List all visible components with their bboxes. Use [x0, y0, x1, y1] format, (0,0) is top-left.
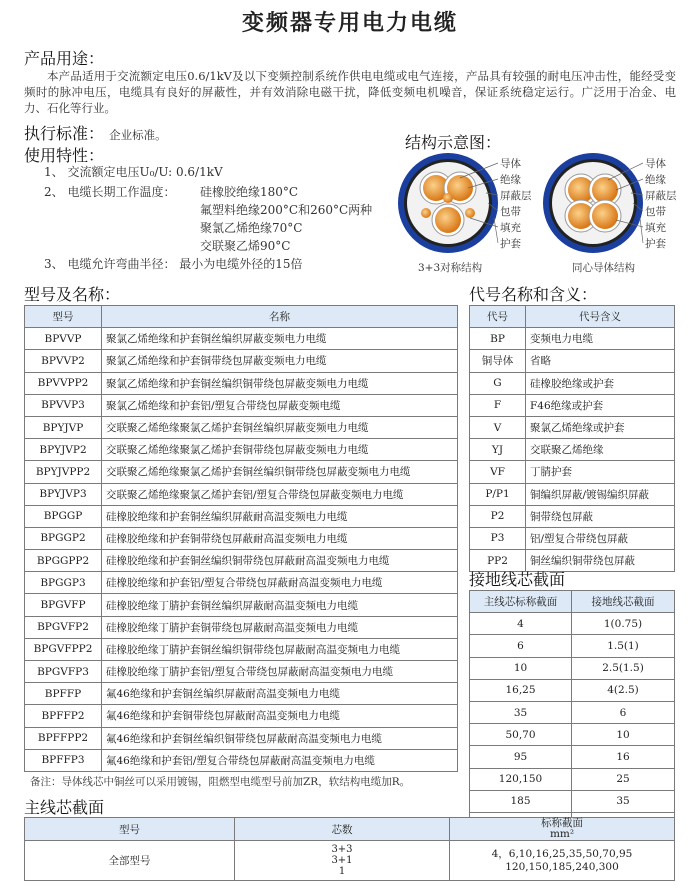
- codes-row: [470, 372, 675, 394]
- models-cell-value: 聚氯乙烯绝缘和护套铝/塑复合带绕包屏蔽变频电缆: [102, 394, 458, 416]
- structure-heading: 结构示意图：: [405, 133, 502, 152]
- models-cell-value: 硅橡胶绝缘和护套铝/塑复合带绕包屏蔽耐高温变频电力电缆: [102, 572, 458, 594]
- ground-cell-value: 4(2.5): [572, 679, 675, 701]
- char-item-3: 3、 电缆允许弯曲半径： 最小为电缆外径的15倍: [44, 257, 303, 271]
- main-core-header-section-unit: mm²: [549, 828, 575, 840]
- codes-cell-value: 交联聚乙烯绝缘: [526, 439, 675, 461]
- codes-row: [470, 461, 675, 483]
- usage-text: 本产品适用于交流额定电压0.6/1kV及以下变频控制系统作供电电缆或电气连接，产品具有较强的耐电压冲击性，能经受变频时的脉冲电压，电缆具有良好的屏蔽性，并有效消除电磁干扰，降低变频电机噪音，保证系统稳定运行。广泛用于冶金、电力、石化等行业。: [24, 69, 676, 115]
- ground-cell-value: 6: [572, 701, 675, 723]
- main-core-cores: [235, 841, 450, 881]
- models-cell-value: 氟46绝缘和护套铜丝编织屏蔽耐高温变频电力电缆: [102, 683, 458, 705]
- models-cell-key: BPVVPP2: [25, 372, 102, 394]
- models-row: [25, 638, 458, 660]
- models-row: [25, 594, 458, 616]
- models-row: [25, 505, 458, 527]
- ground-cell-value: 1.5(1): [572, 635, 675, 657]
- main-core-heading: 主线芯截面: [24, 798, 105, 817]
- label-filler-1: 填充: [500, 222, 521, 234]
- label-tape-2: 包带: [645, 206, 666, 218]
- char-item-2: 2、 电缆长期工作温度：: [44, 185, 176, 199]
- label-shield-1: 屏蔽层: [500, 190, 532, 202]
- label-tape-1: 包带: [500, 206, 521, 218]
- models-cell-key: BPGGP3: [25, 572, 102, 594]
- codes-row: [470, 527, 675, 549]
- codes-cell-key: P3: [470, 527, 526, 549]
- models-cell-key: BPYJVP3: [25, 483, 102, 505]
- ground-cell-key: 16,25: [470, 679, 572, 701]
- codes-cell-value: 聚氯乙烯绝缘或护套: [526, 416, 675, 438]
- models-cell-value: 硅橡胶绝缘丁腈护套铜带绕包屏蔽耐高温变频电力电缆: [102, 616, 458, 638]
- codes-cell-value: 铜编织屏蔽/镀锡编织屏蔽: [526, 483, 675, 505]
- codes-header-meaning: 代号含义: [526, 306, 675, 328]
- ground-row: [470, 657, 675, 679]
- ground-row: [470, 679, 675, 701]
- temp-3: 聚氯乙烯绝缘70°C: [200, 221, 303, 235]
- ground-header-main: 主线芯标称截面: [470, 591, 572, 613]
- codes-cell-key: BP: [470, 328, 526, 350]
- models-row: [25, 705, 458, 727]
- models-cell-value: 聚氯乙烯绝缘和护套铜带绕包屏蔽变频电力电缆: [102, 350, 458, 372]
- models-cell-key: BPVVP: [25, 328, 102, 350]
- codes-cell-value: 铝/塑复合带绕包屏蔽: [526, 527, 675, 549]
- caption-concentric: 同心导体结构: [572, 262, 635, 274]
- models-row: [25, 394, 458, 416]
- models-cell-value: 硅橡胶绝缘和护套铜带绕包屏蔽耐高温变频电力电缆: [102, 527, 458, 549]
- main-core-header-section: [450, 818, 675, 841]
- codes-cell-value: 铜丝编织铜带绕包屏蔽: [526, 550, 675, 572]
- usage-heading: 产品用途：: [24, 49, 105, 68]
- label-filler-2: 填充: [645, 222, 666, 234]
- ground-row: [470, 701, 675, 723]
- models-cell-value: 聚氯乙烯绝缘和护套铜丝编织铜带绕包屏蔽变频电力电缆: [102, 372, 458, 394]
- main-core-sections: [450, 841, 675, 881]
- ground-row: [470, 613, 675, 635]
- codes-cell-value: 变频电力电缆: [526, 328, 675, 350]
- models-cell-value: 硅橡胶绝缘丁腈护套铝/塑复合带绕包屏蔽耐高温变频电力电缆: [102, 661, 458, 683]
- caption-3plus3: 3+3对称结构: [418, 262, 483, 274]
- main-core-cores-3: 1: [338, 866, 346, 877]
- standard-section: [24, 121, 167, 144]
- models-cell-value: 硅橡胶绝缘丁腈护套铜丝编织铜带绕包屏蔽耐高温变频电力电缆: [102, 638, 458, 660]
- ground-cell-key: 120,150: [470, 768, 572, 790]
- codes-row: [470, 439, 675, 461]
- main-core-header-section-label: 标称截面: [541, 817, 583, 829]
- codes-heading: 代号名称和含义：: [469, 285, 598, 304]
- ground-cell-key: 95: [470, 746, 572, 768]
- codes-cell-key: P/P1: [470, 483, 526, 505]
- codes-cell-key: V: [470, 416, 526, 438]
- ground-cell-value: 35: [572, 790, 675, 812]
- ground-row: [470, 746, 675, 768]
- codes-row: [470, 416, 675, 438]
- codes-row: [470, 394, 675, 416]
- codes-cell-value: 省略: [526, 350, 675, 372]
- models-heading: 型号及名称：: [24, 285, 121, 304]
- models-cell-value: 氟46绝缘和护套铜带绕包屏蔽耐高温变频电力电缆: [102, 705, 458, 727]
- label-insulation-1: 绝缘: [500, 174, 521, 186]
- ground-cell-key: 4: [470, 613, 572, 635]
- models-cell-key: BPGGP: [25, 505, 102, 527]
- codes-cell-key: F: [470, 394, 526, 416]
- ground-cell-key: 6: [470, 635, 572, 657]
- ground-row: [470, 768, 675, 790]
- models-row: [25, 572, 458, 594]
- standard-heading: 执行标准：: [24, 124, 105, 143]
- cable-concentric-icon: [543, 153, 643, 253]
- char-item-1: 1、 交流额定电压U₀/U: 0.6/1kV: [44, 165, 223, 179]
- models-row: [25, 461, 458, 483]
- models-cell-value: 硅橡胶绝缘和护套铜丝编织屏蔽耐高温变频电力电缆: [102, 505, 458, 527]
- codes-cell-key: VF: [470, 461, 526, 483]
- models-row: [25, 372, 458, 394]
- ground-cell-value: 1(0.75): [572, 613, 675, 635]
- main-core-header-cores: 芯数: [235, 818, 450, 841]
- cable-3plus3-icon: [398, 153, 498, 253]
- models-cell-key: BPGVFPP2: [25, 638, 102, 660]
- main-core-header-model: 型号: [25, 818, 235, 841]
- models-cell-value: 氟46绝缘和护套铜丝编织铜带绕包屏蔽耐高温变频电力电缆: [102, 727, 458, 749]
- models-cell-value: 交联聚乙烯绝缘聚氯乙烯护套铜丝编织铜带绕包屏蔽变频电力电缆: [102, 461, 458, 483]
- codes-cell-key: YJ: [470, 439, 526, 461]
- models-row: [25, 483, 458, 505]
- models-cell-key: BPFFP2: [25, 705, 102, 727]
- models-row: [25, 749, 458, 771]
- ground-cell-key: 10: [470, 657, 572, 679]
- ground-row: [470, 635, 675, 657]
- models-cell-key: BPYJVP: [25, 416, 102, 438]
- models-header-model: 型号: [25, 306, 102, 328]
- ground-cell-value: 16: [572, 746, 675, 768]
- standard-text: 企业标准。: [109, 128, 167, 142]
- label-insulation-2: 绝缘: [645, 174, 666, 186]
- codes-cell-value: 丁腈护套: [526, 461, 675, 483]
- codes-cell-value: F46绝缘或护套: [526, 394, 675, 416]
- models-row: [25, 350, 458, 372]
- models-cell-value: 交联聚乙烯绝缘聚氯乙烯护套铝/塑复合带绕包屏蔽变频电力电缆: [102, 483, 458, 505]
- models-cell-key: BPGVFP2: [25, 616, 102, 638]
- models-row: [25, 527, 458, 549]
- models-cell-value: 交联聚乙烯绝缘聚氯乙烯护套铜丝编织屏蔽变频电力电缆: [102, 416, 458, 438]
- main-core-row: [25, 841, 675, 881]
- codes-cell-key: PP2: [470, 550, 526, 572]
- ground-cell-key: 50,70: [470, 724, 572, 746]
- models-row: [25, 550, 458, 572]
- label-sheath-1: 护套: [500, 238, 521, 250]
- ground-cell-value: 25: [572, 768, 675, 790]
- codes-cell-key: 铜导体: [470, 350, 526, 372]
- models-cell-key: BPGVFP3: [25, 661, 102, 683]
- models-cell-key: BPVVP2: [25, 350, 102, 372]
- codes-cell-key: P2: [470, 505, 526, 527]
- main-core-model: 全部型号: [25, 841, 235, 881]
- ground-table: [469, 590, 675, 835]
- models-row: [25, 328, 458, 350]
- label-conductor-1: 导体: [500, 158, 521, 170]
- codes-row: [470, 350, 675, 372]
- models-row: [25, 616, 458, 638]
- models-note: 备注：导体线芯中铜丝可以采用镀锡，阻燃型电缆型号前加ZR，软结构电缆加R。: [30, 776, 411, 788]
- models-row: [25, 661, 458, 683]
- models-row: [25, 439, 458, 461]
- codes-row: [470, 483, 675, 505]
- label-sheath-2: 护套: [645, 238, 666, 250]
- temp-4: 交联聚乙烯90°C: [200, 239, 291, 253]
- main-core-cores-1: 3+3: [331, 844, 353, 855]
- models-cell-key: BPFFPP2: [25, 727, 102, 749]
- models-row: [25, 727, 458, 749]
- models-cell-key: BPGGPP2: [25, 550, 102, 572]
- main-core-sections-1: 4，6,10,16,25,35,50,70,95: [491, 847, 633, 860]
- models-cell-key: BPVVP3: [25, 394, 102, 416]
- ground-cell-value: 2.5(1.5): [572, 657, 675, 679]
- codes-row: [470, 505, 675, 527]
- models-cell-key: BPFFP3: [25, 749, 102, 771]
- page-title: 变频器专用电力电缆: [241, 11, 458, 36]
- label-conductor-2: 导体: [645, 158, 666, 170]
- characteristics-heading: 使用特性：: [24, 146, 105, 165]
- codes-cell-value: 铜带绕包屏蔽: [526, 505, 675, 527]
- models-row: [25, 683, 458, 705]
- ground-cell-value: 10: [572, 724, 675, 746]
- models-header-name: 名称: [102, 306, 458, 328]
- models-cell-value: 硅橡胶绝缘丁腈护套铜丝编织屏蔽耐高温变频电力电缆: [102, 594, 458, 616]
- models-cell-value: 交联聚乙烯绝缘聚氯乙烯护套铜带绕包屏蔽变频电力电缆: [102, 439, 458, 461]
- models-cell-key: BPGVFP: [25, 594, 102, 616]
- models-cell-key: BPGGP2: [25, 527, 102, 549]
- ground-row: [470, 790, 675, 812]
- temp-2: 氟塑料绝缘200°C和260°C两种: [200, 203, 373, 217]
- models-table: [24, 305, 458, 772]
- temp-1: 硅橡胶绝缘180°C: [200, 185, 299, 199]
- models-cell-key: BPYJVPP2: [25, 461, 102, 483]
- main-core-cores-2: 3+1: [331, 855, 353, 866]
- ground-heading: 接地线芯截面: [469, 570, 566, 589]
- ground-cell-key: 35: [470, 701, 572, 723]
- codes-cell-value: 硅橡胶绝缘或护套: [526, 372, 675, 394]
- codes-cell-key: G: [470, 372, 526, 394]
- ground-row: [470, 724, 675, 746]
- models-row: [25, 416, 458, 438]
- codes-header-code: 代号: [470, 306, 526, 328]
- codes-row: [470, 328, 675, 350]
- models-cell-key: BPFFP: [25, 683, 102, 705]
- models-cell-value: 硅橡胶绝缘和护套铜丝编织铜带绕包屏蔽耐高温变频电力电缆: [102, 550, 458, 572]
- label-shield-2: 屏蔽层: [645, 190, 677, 202]
- models-cell-value: 氟46绝缘和护套铝/塑复合带绕包屏蔽耐高温变频电力电缆: [102, 749, 458, 771]
- models-cell-key: BPYJVP2: [25, 439, 102, 461]
- ground-header-ground: 接地线芯截面: [572, 591, 675, 613]
- ground-cell-key: 185: [470, 790, 572, 812]
- main-core-table: [24, 817, 675, 881]
- codes-table: [469, 305, 675, 572]
- models-cell-value: 聚氯乙烯绝缘和护套铜丝编织屏蔽变频电力电缆: [102, 328, 458, 350]
- main-core-sections-2: 120,150,185,240,300: [505, 860, 619, 873]
